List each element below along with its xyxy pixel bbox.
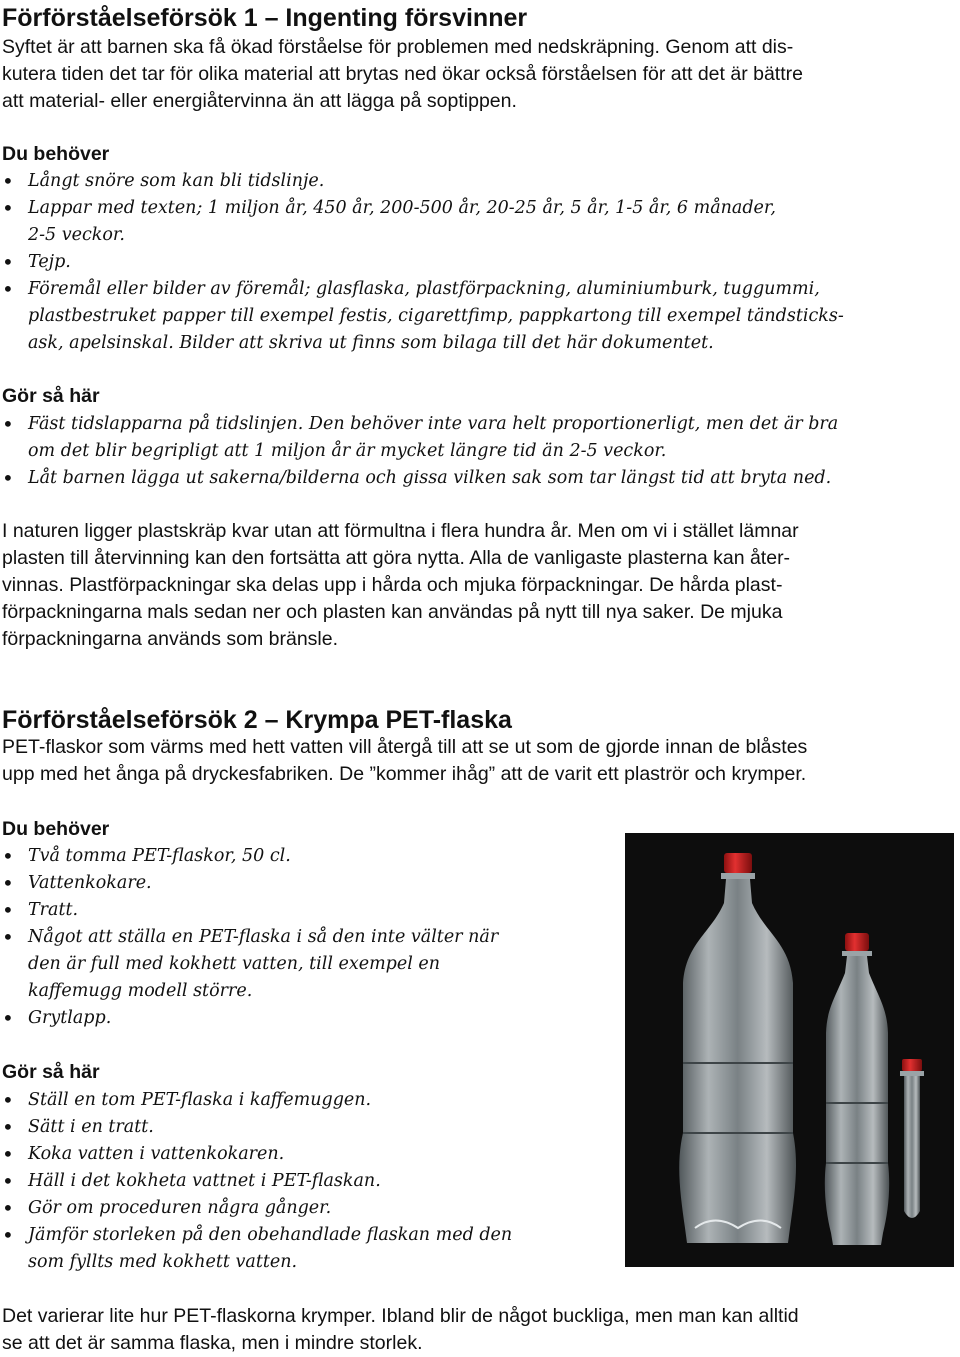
list-item: • Häll i det kokheta vattnet i PET-flaskan. — [2, 1168, 512, 1195]
list-item: • Koka vatten i vattenkokaren. — [2, 1141, 512, 1168]
pet-bottles-illustration — [625, 833, 954, 1267]
list-item: • Ställ en tom PET-flaska i kaffemuggen. — [2, 1087, 512, 1114]
list-item: • Låt barnen lägga ut sakerna/bilderna och gissa vilken sak som tar längst tid att bryta ned. — [2, 465, 838, 492]
section1-needs-heading: Du behöver — [2, 143, 110, 165]
section2-needs-heading: Du behöver — [2, 818, 110, 840]
list-item: • Långt snöre som kan bli tidslinje. — [2, 168, 844, 195]
section1-title: Förförståelseförsök 1 – Ingenting försvinner — [2, 4, 528, 32]
section2-steps-heading: Gör så här — [2, 1061, 100, 1083]
list-item: • Tejp. — [2, 249, 844, 276]
section1-closing: I naturen ligger plastskräp kvar utan att förmultna i flera hundra år. Men om vi i stället lämnar plasten till återvinning kan den fortsätta att göra nytta. Alla de vanligaste plasterna kan åter- vinnas. Plastförpackningar ska delas upp i hårda och mjuka förpackningar. De hårda plast- förpackningarna mals sedan ner och plasten kan användas på nytt till nya saker. De mjuka förpackningarna används som bränsle. — [2, 520, 799, 650]
list-item: • Föremål eller bilder av föremål; glasflaska, plastförpackning, aluminiumburk, tuggummi, plastbestruket papper till exempel festis, cigarettfimp, pappkartong till exempel tändsticks- ask, apelsinskal. Bilder att skriva ut finns som bilaga till det här dokumentet. — [2, 276, 844, 357]
section2-needs-list — [2, 843, 498, 1032]
list-item: • Grytlapp. — [2, 1005, 498, 1032]
section1-needs-list — [2, 168, 844, 357]
section2-intro: PET-flaskor som värms med hett vatten vill återgå till att se ut som de gjorde innan de blåstes upp med het ånga på dryckesfabriken. De ”kommer ihåg” att de varit ett plaströr och krymper. — [2, 736, 808, 785]
list-item: • Lappar med texten; 1 miljon år, 450 år, 200-500 år, 20-25 år, 5 år, 1-5 år, 6 månader, 2-5 veckor. — [2, 195, 844, 249]
section2-steps-list — [2, 1087, 512, 1276]
section2-title: Förförståelseförsök 2 – Krympa PET-flaska — [2, 706, 512, 734]
list-item: • Två tomma PET-flaskor, 50 cl. — [2, 843, 498, 870]
section1-steps-list — [2, 411, 838, 492]
section1-intro: Syftet är att barnen ska få ökad förståelse för problemen med nedskräpning. Genom att dis- kutera tiden det tar för olika material att brytas ned ökar också förståelsen för att det är bättre att material- eller energiåtervinna än att lägga på soptippen. — [2, 36, 803, 112]
list-item: • Sätt i en tratt. — [2, 1114, 512, 1141]
list-item: • Något att ställa en PET-flaska i så den inte välter när den är full med kokhett vatten, till exempel en kaffemugg modell större. — [2, 924, 498, 1005]
list-item: • Gör om proceduren några gånger. — [2, 1195, 512, 1222]
section1-steps-heading: Gör så här — [2, 385, 100, 407]
pet-bottles-photo — [625, 833, 954, 1267]
list-item: • Tratt. — [2, 897, 498, 924]
section2-closing: Det varierar lite hur PET-flaskorna krymper. Ibland blir de något buckliga, men man kan alltid se att det är samma flaska, men i mindre storlek. — [2, 1305, 799, 1354]
list-item: • Vattenkokare. — [2, 870, 498, 897]
list-item: • Fäst tidslapparna på tidslinjen. Den behöver inte vara helt proportionerligt, men det är bra om det blir begripligt att 1 miljon år är mycket längre tid än 2-5 veckor. — [2, 411, 838, 465]
list-item: • Jämför storleken på den obehandlade flaskan med den som fyllts med kokhett vatten. — [2, 1222, 512, 1276]
